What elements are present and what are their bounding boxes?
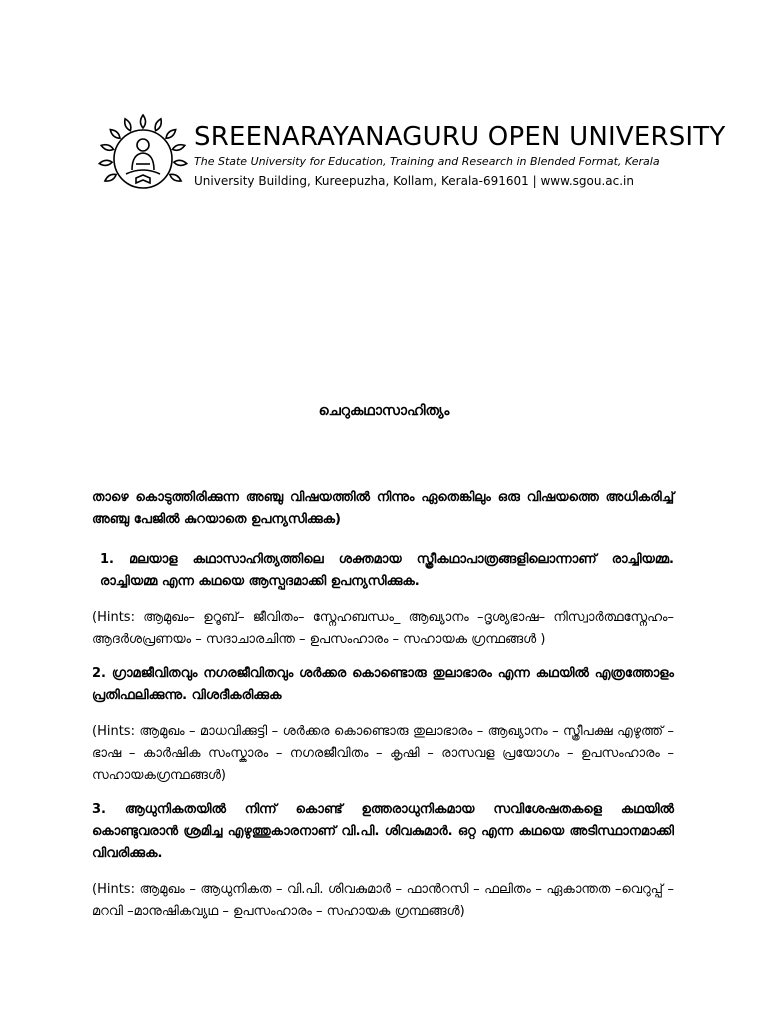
university-name: SREENARAYANAGURU OPEN UNIVERSITY (194, 122, 726, 152)
instructions: താഴെ കൊടുത്തിരിക്കുന്ന അഞ്ചു വിഷയത്തിൽ നിന്നും ഏതെങ്കിലും ഒരു വിഷയത്തെ അധികരിച്ച് അഞ്ചു പേജിൽ കുറയാതെ ഉപന്യസിക്കുക) (92, 490, 674, 527)
document-body (92, 487, 674, 935)
university-tagline: The State University for Education, Training and Research in Blended Format, Kerala (194, 155, 660, 168)
question-3-hints: (Hints: ആമുഖം – ആധുനികത – വി.പി. ശിവകുമാർ – ഫാൻറസി – ഫലിതം – ഏകാന്തത –വെറുപ്പ് – മറവി –മാനുഷികവ്യഥ – ഉപസംഹാരം – സഹായക ഗ്രന്ഥങ്ങൾ) (92, 882, 674, 919)
question-3: 3. ആധുനികതയിൽ നിന്ന് കൊണ്ട് ഉത്തരാധുനികമായ സവിശേഷതകളെ കഥയിൽ കൊണ്ടുവരാൻ ശ്രമിച്ച എഴുത്തുകാരനാണ് വി.പി. ശിവകുമാർ. ഒറ്റ എന്ന കഥയെ അടിസ്ഥാനമാക്കി വിവരിക്കുക. (92, 802, 674, 861)
question-2-hints: (Hints: ആമുഖം – മാധവിക്കുട്ടി – ശർക്കര കൊണ്ടൊരു തുലാഭാരം – ആഖ്യാനം – സ്ത്രീപക്ഷ എഴുത്ത് – ഭാഷ – കാർഷിക സംസ്കാരം – നഗരജീവിതം – കൃഷി – രാസവള പ്രയോഗം – ഉപസംഹാരം – സഹായകഗ്രന്ഥങ്ങൾ) (92, 724, 674, 783)
university-logo (96, 112, 190, 206)
lotus-logo-icon (96, 112, 190, 206)
document-title: ചെറുകഥാസാഹിത്യം (318, 403, 450, 419)
question-1: 1. മലയാള കഥാസാഹിത്യത്തിലെ ശക്തമായ സ്ത്രീകഥാപാത്രങ്ങളിലൊന്നാണ് രാച്ചിയമ്മ. രാച്ചിയമ്മ എന്ന കഥയെ ആസ്പദമാക്കി ഉപന്യസിക്കുക. (100, 552, 674, 589)
letterhead (96, 112, 726, 208)
university-address: University Building, Kureepuzha, Kollam, Kerala-691601 | www.sgou.ac.in (194, 174, 634, 188)
question-1-hints: (Hints: ആമുഖം– ഉറൂബ്– ജീവിതം– സ്നേഹബന്ധം_ ആഖ്യാനം –ദൃശ്യഭാഷ– നിസ്വാർത്ഥസ്നേഹം– ആദർശപ്രണയം – സദാചാരചിന്ത – ഉപസംഹാരം – സഹായക ഗ്രന്ഥങ്ങൾ ) (92, 610, 674, 647)
question-2: 2. ഗ്രാമജീവിതവും നഗരജീവിതവും ശർക്കര കൊണ്ടൊരു തുലാഭാരം എന്ന കഥയിൽ എത്രത്തോളം പ്രതിഫലിക്കുന്നു. വിശദീകരിക്കുക (92, 666, 674, 703)
